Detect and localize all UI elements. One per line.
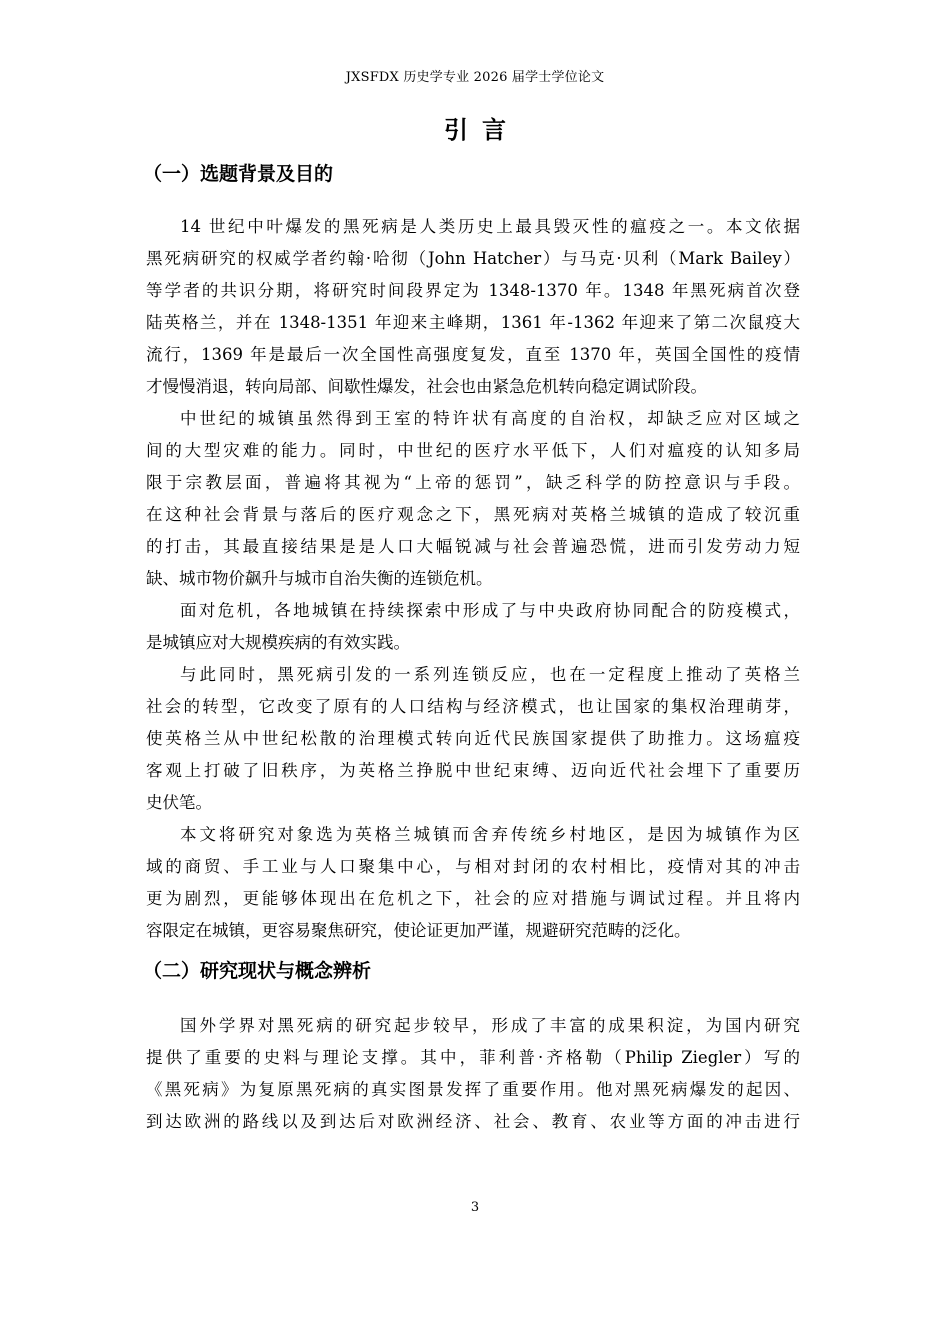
paragraph-line: 是城镇应对大规模疾病的有效实践。 [146,633,410,652]
section-heading-research-status: （二）研究现状与概念辨析 [143,960,372,982]
paragraph-line: 客观上打破了旧秩序，为英格兰挣脱中世纪束缚、迈向近代社会埋下了重要历 [146,761,800,780]
paragraph-line: 陆英格兰，并在 1348-1351 年迎来主峰期，1361 年-1362 年迎来了第二次鼠疫大 [146,313,800,332]
paragraph-line: 缺、城市物价飙升与城市自治失衡的连锁危机。 [146,569,493,588]
paragraph-line: 14 世纪中叶爆发的黑死病是人类历史上最具毁灭性的瘟疫之一。本文依据 [180,217,800,236]
paragraph-line: 等学者的共识分期，将研究时间段界定为 1348-1370 年。1348 年黑死病首次登 [146,281,800,300]
paragraph-line: 社会的转型，它改变了原有的人口结构与经济模式，也让国家的集权治理萌芽， [146,697,800,716]
section-heading-background: （一）选题背景及目的 [143,163,334,185]
paragraph-line: 流行，1369 年是最后一次全国性高强度复发，直至 1370 年，英国全国性的疫情 [146,345,800,364]
paragraph-line: 更为剧烈，更能够体现出在危机之下，社会的应对措施与调试过程。并且将内 [146,889,800,908]
paragraph-line: 间的大型灾难的能力。同时，中世纪的医疗水平低下，人们对瘟疫的认知多局 [146,441,800,460]
paragraph-line: 《黑死病》为复原黑死病的真实图景发挥了重要作用。他对黑死病爆发的起因、 [146,1080,800,1099]
paragraph-line: 黑死病研究的权威学者约翰·哈彻（John Hatcher）与马克·贝利（Mark Bailey） [146,249,800,268]
section-body-research-status [146,1010,800,1138]
page-number: 3 [470,1200,480,1215]
paragraph-line: 国外学界对黑死病的研究起步较早，形成了丰富的成果积淀，为国内研究 [180,1016,800,1035]
paragraph-line: 容限定在城镇，更容易聚焦研究，使论证更加严谨，规避研究范畴的泛化。 [146,921,691,940]
paragraph-line: 本文将研究对象选为英格兰城镇而舍弃传统乡村地区，是因为城镇作为区 [180,825,800,844]
paragraph-line: 在这种社会背景与落后的医疗观念之下，黑死病对英格兰城镇的造成了较沉重 [146,505,800,524]
section-body-background [146,211,800,947]
paragraph-line: 域的商贸、手工业与人口聚集中心，与相对封闭的农村相比，疫情对其的冲击 [146,857,800,876]
chapter-title: 引言 [444,116,520,144]
paragraph-line: 的打击，其最直接结果是是人口大幅锐减与社会普遍恐慌，进而引发劳动力短 [146,537,800,556]
paragraph-line: 到达欧洲的路线以及到达后对欧洲经济、社会、教育、农业等方面的冲击进行 [146,1112,800,1131]
paragraph-line: 面对危机，各地城镇在持续探索中形成了与中央政府协同配合的防疫模式， [180,601,800,620]
paragraph-line: 使英格兰从中世纪松散的治理模式转向近代民族国家提供了助推力。这场瘟疫 [146,729,800,748]
running-header: JXSFDX 历史学专业 2026 届学士学位论文 [345,70,605,85]
paragraph-line: 中世纪的城镇虽然得到王室的特许状有高度的自治权，却缺乏应对区域之 [180,409,800,428]
paragraph-line: 史伏笔。 [146,793,212,812]
paragraph-line: 才慢慢消退，转向局部、间歇性爆发，社会也由紧急危机转向稳定调试阶段。 [146,377,707,396]
paragraph-line: 限于宗教层面，普遍将其视为“上帝的惩罚”，缺乏科学的防控意识与手段。 [146,473,800,492]
paragraph-line: 提供了重要的史料与理论支撑。其中，菲利普·齐格勒（Philip Ziegler）写的 [146,1048,800,1067]
paragraph-line: 与此同时，黑死病引发的一系列连锁反应，也在一定程度上推动了英格兰 [180,665,800,684]
